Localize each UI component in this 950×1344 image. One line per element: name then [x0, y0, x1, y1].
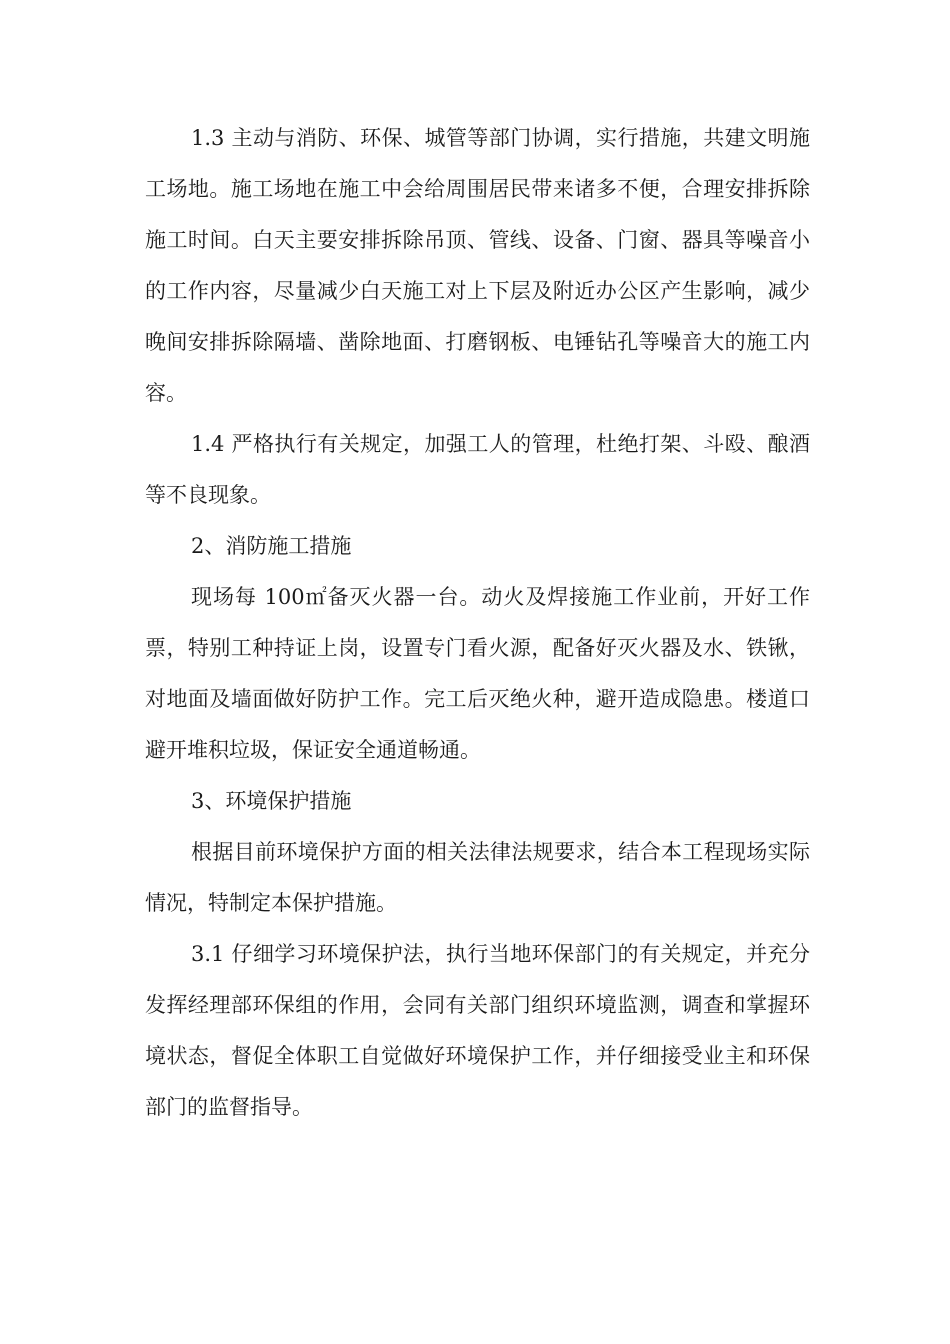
document-body	[145, 113, 810, 1133]
paragraph-environment-intro: 根据目前环境保护方面的相关法律法规要求，结合本工程现场实际情况，特制定本保护措施。	[145, 840, 810, 915]
paragraph-1-3: 1.3 主动与消防、环保、城管等部门协调，实行措施，共建文明施工场地。施工场地在施工中会给周围居民带来诸多不便，合理安排拆除施工时间。白天主要安排拆除吊顶、管线、设备、门窗、器具等噪音小的工作内容，尽量减少白天施工对上下层及附近办公区产生影响，减少晚间安排拆除隔墙、凿除地面、打磨钢板、电锤钻孔等噪音大的施工内容。	[145, 126, 810, 405]
section-heading-fire-safety: 2、消防施工措施	[191, 534, 352, 558]
paragraph-fire-safety: 现场每 100㎡备灭火器一台。动火及焊接施工作业前，开好工作票，特别工种持证上岗，设置专门看火源，配备好灭火器及水、铁锹，对地面及墙面做好防护工作。完工后灭绝火种，避开造成隐患。楼道口避开堆积垃圾，保证安全通道畅通。	[145, 585, 810, 762]
paragraph-3-1: 3.1 仔细学习环境保护法，执行当地环保部门的有关规定，并充分发挥经理部环保组的作用，会同有关部门组织环境监测，调查和掌握环境状态，督促全体职工自觉做好环境保护工作，并仔细接受业主和环保部门的监督指导。	[145, 942, 810, 1119]
paragraph-1-4: 1.4 严格执行有关规定，加强工人的管理，杜绝打架、斗殴、酿酒等不良现象。	[145, 432, 810, 507]
section-heading-environment: 3、环境保护措施	[191, 789, 352, 813]
